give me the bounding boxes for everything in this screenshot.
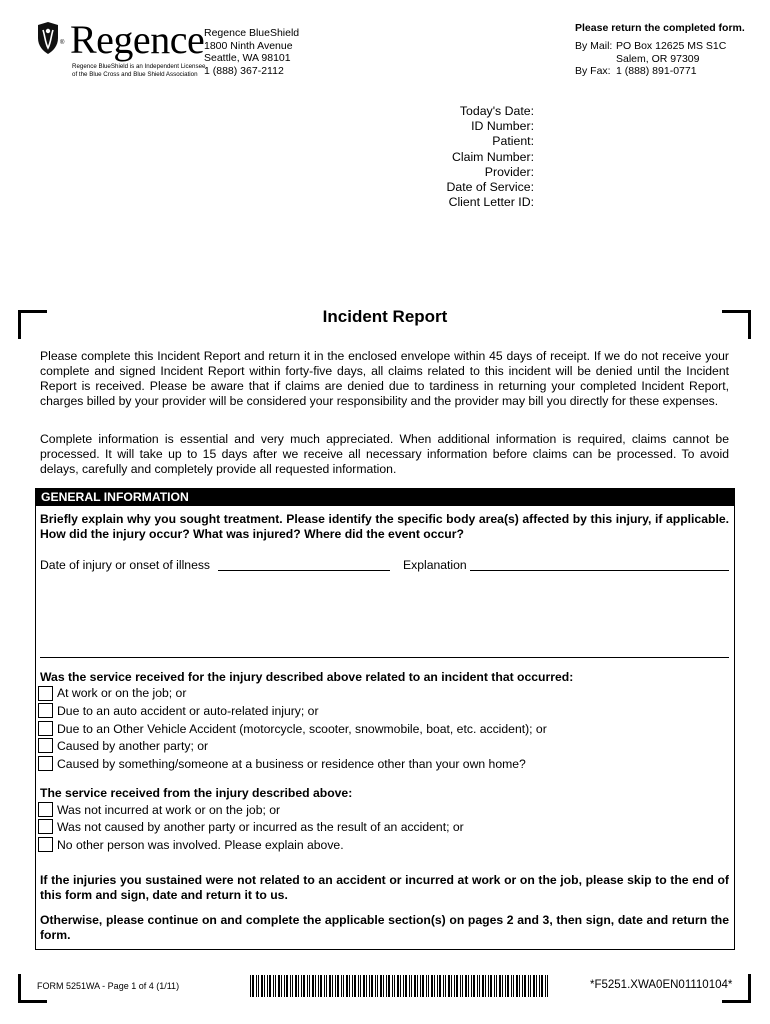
checkbox-not-at-work[interactable] xyxy=(38,802,53,817)
barcode-bar xyxy=(482,975,484,997)
barcode-bar xyxy=(343,975,344,997)
barcode-bar xyxy=(505,975,506,997)
barcode-bar xyxy=(278,975,280,997)
explanation-field[interactable] xyxy=(470,570,729,571)
barcode-bar xyxy=(358,975,359,997)
barcode-bar xyxy=(292,975,293,997)
return-methods xyxy=(575,40,765,80)
barcode-bar xyxy=(386,975,387,997)
form-id: FORM 5251WA - Page 1 of 4 (1/11) xyxy=(37,981,180,991)
barcode-bar xyxy=(405,975,407,997)
barcode-bar xyxy=(366,975,367,997)
sender-address: Regence BlueShield 1800 Ninth Avenue Seattle, WA 98101 1 (888) 367-2112 xyxy=(204,27,300,77)
barcode-bar xyxy=(460,975,461,997)
barcode-bar xyxy=(417,975,418,997)
barcode-bar xyxy=(286,975,288,997)
barcode-bar xyxy=(332,975,333,997)
barcode-bar xyxy=(507,975,509,997)
barcode-bar xyxy=(252,975,254,997)
barcode xyxy=(250,975,552,997)
barcode-bar xyxy=(479,975,480,997)
barcode-bar xyxy=(273,975,274,997)
barcode-bar xyxy=(360,975,361,997)
option-no-other-person: No other person was involved. Please explain above. xyxy=(57,838,344,852)
barcode-bar xyxy=(267,975,268,997)
barcode-bar xyxy=(431,975,433,997)
barcode-bar xyxy=(392,975,393,997)
patient-label: Patient: xyxy=(492,134,534,149)
explanation-label: Explanation xyxy=(403,558,467,572)
barcode-bar xyxy=(295,975,297,997)
barcode-bar xyxy=(513,975,514,997)
page-title: Incident Report xyxy=(322,307,448,326)
barcode-bar xyxy=(522,975,523,997)
barcode-bar xyxy=(533,975,535,997)
barcode-bar xyxy=(409,975,410,997)
shield-logo-icon xyxy=(36,22,60,54)
fax-label: By Fax: xyxy=(575,65,611,77)
option-other-vehicle: Due to an Other Vehicle Accident (motorcycle, scooter, snowmobile, boat, etc. accident); or xyxy=(57,722,547,736)
question-service: The service received from the injury described above: xyxy=(40,786,353,800)
id-number-label: ID Number: xyxy=(471,119,534,134)
option-another-party: Caused by another party; or xyxy=(57,739,209,753)
barcode-bar xyxy=(422,975,424,997)
barcode-bar xyxy=(454,975,455,997)
barcode-bar xyxy=(388,975,390,997)
logo-tagline: Regence BlueShield is an Independent Licensee of the Blue Cross and Blue Shield Association xyxy=(72,63,206,78)
barcode-bar xyxy=(519,975,520,997)
barcode-bar xyxy=(485,975,486,997)
barcode-bar xyxy=(375,975,376,997)
barcode-bar xyxy=(309,975,310,997)
barcode-bar xyxy=(320,975,322,997)
todays-date-label: Today's Date: xyxy=(459,104,534,118)
barcode-bar xyxy=(301,975,302,997)
barcode-bar xyxy=(528,975,529,997)
barcode-bar xyxy=(414,975,416,997)
barcode-bar xyxy=(312,975,314,997)
treatment-instruction: Briefly explain why you sought treatment. Please identify the specific body area(s) affected by this injury, if applicable. How did the injury occur? What was injured? Where did the event occur? xyxy=(40,512,729,541)
fax-value: 1 (888) 891-0771 xyxy=(616,65,697,77)
barcode-bar xyxy=(341,975,342,997)
barcode-bar xyxy=(371,975,373,997)
barcode-bar xyxy=(490,975,492,997)
barcode-bar xyxy=(468,975,469,997)
barcode-bar xyxy=(346,975,348,997)
barcode-bar xyxy=(545,975,546,997)
barcode-bar xyxy=(275,975,276,997)
barcode-bar xyxy=(337,975,339,997)
barcode-bar xyxy=(284,975,285,997)
barcode-bar xyxy=(465,975,467,997)
return-instructions-title: Please return the completed form. xyxy=(575,22,745,34)
case-fields xyxy=(380,104,534,210)
barcode-bar xyxy=(256,975,257,997)
barcode-bar xyxy=(502,975,503,997)
barcode-bar xyxy=(494,975,495,997)
checkbox-at-work[interactable] xyxy=(38,686,53,701)
barcode-bar xyxy=(269,975,271,997)
barcode-bar xyxy=(530,975,531,997)
barcode-bar xyxy=(511,975,512,997)
option-not-another-party: Was not caused by another party or incurred as the result of an accident; or xyxy=(57,820,464,834)
barcode-bar xyxy=(326,975,327,997)
barcode-bar xyxy=(258,975,259,997)
barcode-bar xyxy=(315,975,316,997)
barcode-bar xyxy=(477,975,478,997)
note-skip: If the injuries you sustained were not related to an accident or incurred at work or on the job, please skip to the end of this form and sign, date and return it to us. xyxy=(40,873,729,902)
option-at-work: At work or on the job; or xyxy=(57,686,187,700)
barcode-bar xyxy=(397,975,399,997)
barcode-bar xyxy=(471,975,472,997)
barcode-bar xyxy=(400,975,401,997)
intro-paragraph-2: Complete information is essential and very much appreciated. When additional information is required, claims cannot be processed. It will take up to 15 days after we receive all necessary information before claims can be processed. To avoid delays, carefully and completely provide all requested information. xyxy=(40,432,729,476)
barcode-bar xyxy=(369,975,370,997)
barcode-bar xyxy=(496,975,497,997)
barcode-bar xyxy=(335,975,336,997)
client-letter-id-label: Client Letter ID: xyxy=(448,195,534,210)
date-of-injury-field[interactable] xyxy=(218,570,390,571)
barcode-bar xyxy=(307,975,308,997)
barcode-bar xyxy=(329,975,331,997)
logo-registered-mark: ® xyxy=(60,40,65,46)
barcode-bar xyxy=(456,975,458,997)
option-auto-accident: Due to an auto accident or auto-related injury; or xyxy=(57,704,319,718)
barcode-bar xyxy=(524,975,526,997)
barcode-bar xyxy=(547,975,548,997)
barcode-bar xyxy=(445,975,446,997)
checkbox-other-vehicle[interactable] xyxy=(38,721,53,736)
barcode-bar xyxy=(354,975,356,997)
barcode-text: *F5251.XWA0EN01110104* xyxy=(590,979,733,991)
checkbox-not-another-party[interactable] xyxy=(38,819,53,834)
checkbox-no-other-person[interactable] xyxy=(38,837,53,852)
barcode-bar xyxy=(462,975,463,997)
regence-logo: Regence xyxy=(70,17,205,62)
barcode-bar xyxy=(499,975,501,997)
option-not-at-work: Was not incurred at work or on the job; or xyxy=(57,803,281,817)
barcode-bar xyxy=(539,975,540,997)
barcode-bar xyxy=(443,975,444,997)
barcode-bar xyxy=(281,975,282,997)
barcode-bar xyxy=(377,975,378,997)
section-heading: GENERAL INFORMATION xyxy=(35,488,734,506)
barcode-bar xyxy=(318,975,319,997)
barcode-bar xyxy=(303,975,305,997)
barcode-bar xyxy=(439,975,441,997)
explanation-continuation-line[interactable] xyxy=(40,657,729,658)
checkbox-another-party[interactable] xyxy=(38,738,53,753)
mail-line2: Salem, OR 97309 xyxy=(616,52,700,65)
note-continue: Otherwise, please continue on and complete the applicable section(s) on pages 2 and 3, then sign, date and return the form. xyxy=(40,913,729,942)
barcode-bar xyxy=(264,975,265,997)
date-of-service-label: Date of Service: xyxy=(446,180,534,195)
barcode-bar xyxy=(434,975,435,997)
checkbox-auto-accident[interactable] xyxy=(38,703,53,718)
checkbox-business-residence[interactable] xyxy=(38,756,53,771)
barcode-bar xyxy=(420,975,421,997)
provider-label: Provider: xyxy=(484,164,534,179)
barcode-bar xyxy=(290,975,291,997)
barcode-bar xyxy=(380,975,382,997)
barcode-bar xyxy=(536,975,537,997)
option-business-residence: Caused by something/someone at a business or residence other than your own home? xyxy=(57,757,526,771)
barcode-bar xyxy=(394,975,395,997)
barcode-bar xyxy=(448,975,450,997)
barcode-bar xyxy=(250,975,251,997)
barcode-bar xyxy=(352,975,353,997)
question-incident: Was the service received for the injury described above related to an incident that occurred: xyxy=(40,670,574,684)
barcode-bar xyxy=(383,975,384,997)
barcode-bar xyxy=(411,975,412,997)
barcode-bar xyxy=(261,975,263,997)
barcode-bar xyxy=(324,975,325,997)
barcode-bar xyxy=(451,975,452,997)
barcode-bar xyxy=(437,975,438,997)
mail-label: By Mail: xyxy=(575,40,613,52)
barcode-bar xyxy=(473,975,475,997)
claim-number-label: Claim Number: xyxy=(452,149,534,164)
barcode-bar xyxy=(428,975,429,997)
barcode-bar xyxy=(541,975,543,997)
barcode-bar xyxy=(363,975,365,997)
barcode-bar xyxy=(516,975,518,997)
barcode-bar xyxy=(349,975,350,997)
barcode-bar xyxy=(488,975,489,997)
intro-paragraph-1: Please complete this Incident Report and return it in the enclosed envelope within 45 days of receipt. If we do not receive your complete and signed Incident Report within forty-five days, all claims related to this incident will be denied until the Incident Report is received. Please be aware that if claims are denied due to tardiness in returning your completed Incident Report, charges billed by your provider will be considered your responsibility and the provider may bill you directly for these expenses. xyxy=(40,349,729,408)
barcode-bar xyxy=(403,975,404,997)
barcode-bar xyxy=(426,975,427,997)
mail-line1: PO Box 12625 MS S1C xyxy=(616,40,727,52)
date-of-injury-label: Date of injury or onset of illness xyxy=(40,558,211,572)
barcode-bar xyxy=(298,975,299,997)
